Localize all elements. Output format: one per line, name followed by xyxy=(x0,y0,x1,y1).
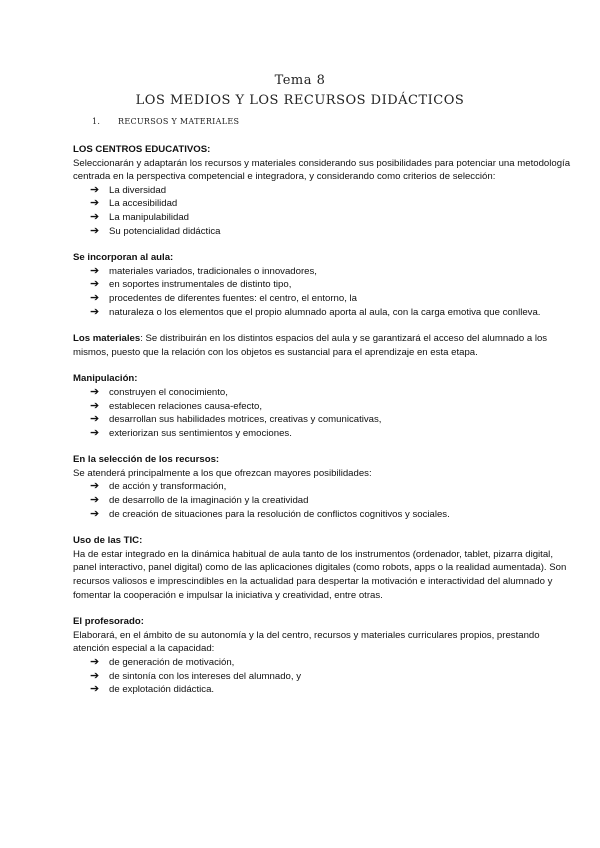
arrow-icon: ➔ xyxy=(90,426,100,439)
section-paragraph: Se atenderá principalmente a los que ofrezcan mayores posibilidades: xyxy=(73,467,372,479)
list-item-text: de generación de motivación, xyxy=(109,657,235,668)
arrow-icon: ➔ xyxy=(90,480,100,493)
section-centros-educativos xyxy=(73,143,573,238)
arrow-icon: ➔ xyxy=(90,278,100,291)
list-item xyxy=(90,306,573,320)
arrow-icon: ➔ xyxy=(90,197,100,210)
arrow-icon: ➔ xyxy=(90,224,100,237)
list-item-text: materiales variados, tradicionales o innovadores, xyxy=(109,265,317,277)
section-paragraph: Elaborará, en el ámbito de su autonomía y la del centro, recursos y materiales curriculares propios, prestando atención especial a la capacidad: xyxy=(73,629,540,655)
list-item-text: en soportes instrumentales de distinto tipo, xyxy=(109,279,292,291)
section-seleccion-recursos xyxy=(73,453,573,521)
section-heading: LOS CENTROS EDUCATIVOS: xyxy=(73,144,211,155)
list-item-text: de sintonía con los intereses del alumnado, y xyxy=(109,670,301,682)
list-item-text: de explotación didáctica. xyxy=(109,684,215,696)
list-item xyxy=(90,386,573,400)
section-heading: Los materiales xyxy=(73,333,141,345)
subheading-number: 1. xyxy=(92,117,101,126)
list-item xyxy=(90,197,573,211)
section-paragraph: Ha de estar integrado en la dinámica habitual de aula tanto de los instrumentos (ordenador, tablet, pizarra digital, panel interactivo, panel digital) como de las aplicaciones digitales (como robots, apps o la realidad aumentada). Son recursos valiosos e imprescindibles en la actualidad para despertar la motivación e interactividad del alumnado y fomentar la cooperación e impulsar la iniciativa y creatividad, entre otras. xyxy=(73,548,567,601)
arrow-icon: ➔ xyxy=(90,656,100,668)
arrow-icon: ➔ xyxy=(90,413,100,426)
list-item-text: La manipulabilidad xyxy=(109,211,190,223)
list-item xyxy=(90,225,573,239)
list-item-text: establecen relaciones causa-efecto, xyxy=(109,400,263,412)
section-manipulacion xyxy=(73,372,573,440)
arrow-icon: ➔ xyxy=(90,399,100,412)
section-heading: En la selección de los recursos: xyxy=(73,454,220,466)
list-item xyxy=(90,184,573,198)
section-heading: Se incorporan al aula: xyxy=(73,252,174,264)
list-item xyxy=(90,413,573,427)
subheading-text: RECURSOS Y MATERIALES xyxy=(118,117,240,126)
list-item-text: Su potencialidad didáctica xyxy=(109,225,221,237)
list-item-text: de acción y transformación, xyxy=(109,481,227,493)
list-item xyxy=(90,494,573,508)
section-heading: El profesorado: xyxy=(73,616,144,628)
arrow-icon: ➔ xyxy=(90,210,100,223)
list-item-text: naturaleza o los elementos que el propio alumnado aporta al aula, con la carga emotiva que conlleva. xyxy=(109,306,541,318)
document-title: Tema 8 xyxy=(274,73,326,88)
list-item-text: desarrollan sus habilidades motrices, creativas y comunicativas, xyxy=(109,414,382,426)
bullet-list xyxy=(73,184,573,238)
list-item xyxy=(90,508,573,522)
bullet-list xyxy=(73,265,573,319)
list-item xyxy=(90,400,573,414)
arrow-icon: ➔ xyxy=(90,291,100,304)
arrow-icon: ➔ xyxy=(90,264,100,277)
list-item-text: La accesibilidad xyxy=(109,198,178,210)
bullet-list xyxy=(73,386,573,440)
list-item-text: de desarrollo de la imaginación y la creatividad xyxy=(109,495,309,507)
list-item-text: de creación de situaciones para la resolución de conflictos cognitivos y sociales. xyxy=(109,508,450,520)
document-subtitle: LOS MEDIOS Y LOS RECURSOS DIDÁCTICOS xyxy=(135,93,465,108)
list-item-text: exteriorizan sus sentimientos y emociones. xyxy=(109,427,292,439)
arrow-icon: ➔ xyxy=(90,385,100,398)
list-item xyxy=(90,683,573,697)
section-heading: Manipulación: xyxy=(73,373,138,385)
list-item xyxy=(90,656,573,670)
list-item xyxy=(90,278,573,292)
list-item xyxy=(90,265,573,279)
list-item xyxy=(90,211,573,225)
list-item-text: procedentes de diferentes fuentes: el centro, el entorno, la xyxy=(109,292,357,304)
arrow-icon: ➔ xyxy=(90,507,100,520)
list-item xyxy=(90,670,573,684)
arrow-icon: ➔ xyxy=(90,494,100,507)
arrow-icon: ➔ xyxy=(90,669,100,682)
section-materiales xyxy=(73,332,573,359)
section-subheading xyxy=(92,117,239,126)
section-uso-tic xyxy=(73,534,573,602)
arrow-icon: ➔ xyxy=(90,183,100,196)
section-paragraph: Seleccionarán y adaptarán los recursos y materiales considerando sus posibilidades para potenciar una metodología centrada en la perspectiva competencial e integradora, y considerando como criterios de selección: xyxy=(73,157,571,183)
list-item xyxy=(90,480,573,494)
document-content xyxy=(73,143,573,710)
bullet-list xyxy=(73,480,573,521)
section-paragraph xyxy=(73,332,573,359)
bullet-list xyxy=(73,656,573,697)
section-se-incorporan xyxy=(73,251,573,319)
section-heading: Uso de las TIC: xyxy=(73,535,143,547)
arrow-icon: ➔ xyxy=(90,683,100,696)
list-item-text: construyen el conocimiento, xyxy=(109,386,228,398)
list-item xyxy=(90,292,573,306)
section-profesorado xyxy=(73,615,573,697)
arrow-icon: ➔ xyxy=(90,305,100,318)
list-item xyxy=(90,427,573,441)
section-inline-text: : Se distribuirán en los distintos espacios del aula y se garantizará el acceso del alumnado a los mismos, puesto que la relación con los objetos es sustancial para el aprendizaje en esta etapa. xyxy=(73,333,548,358)
list-item-text: La diversidad xyxy=(109,184,167,196)
